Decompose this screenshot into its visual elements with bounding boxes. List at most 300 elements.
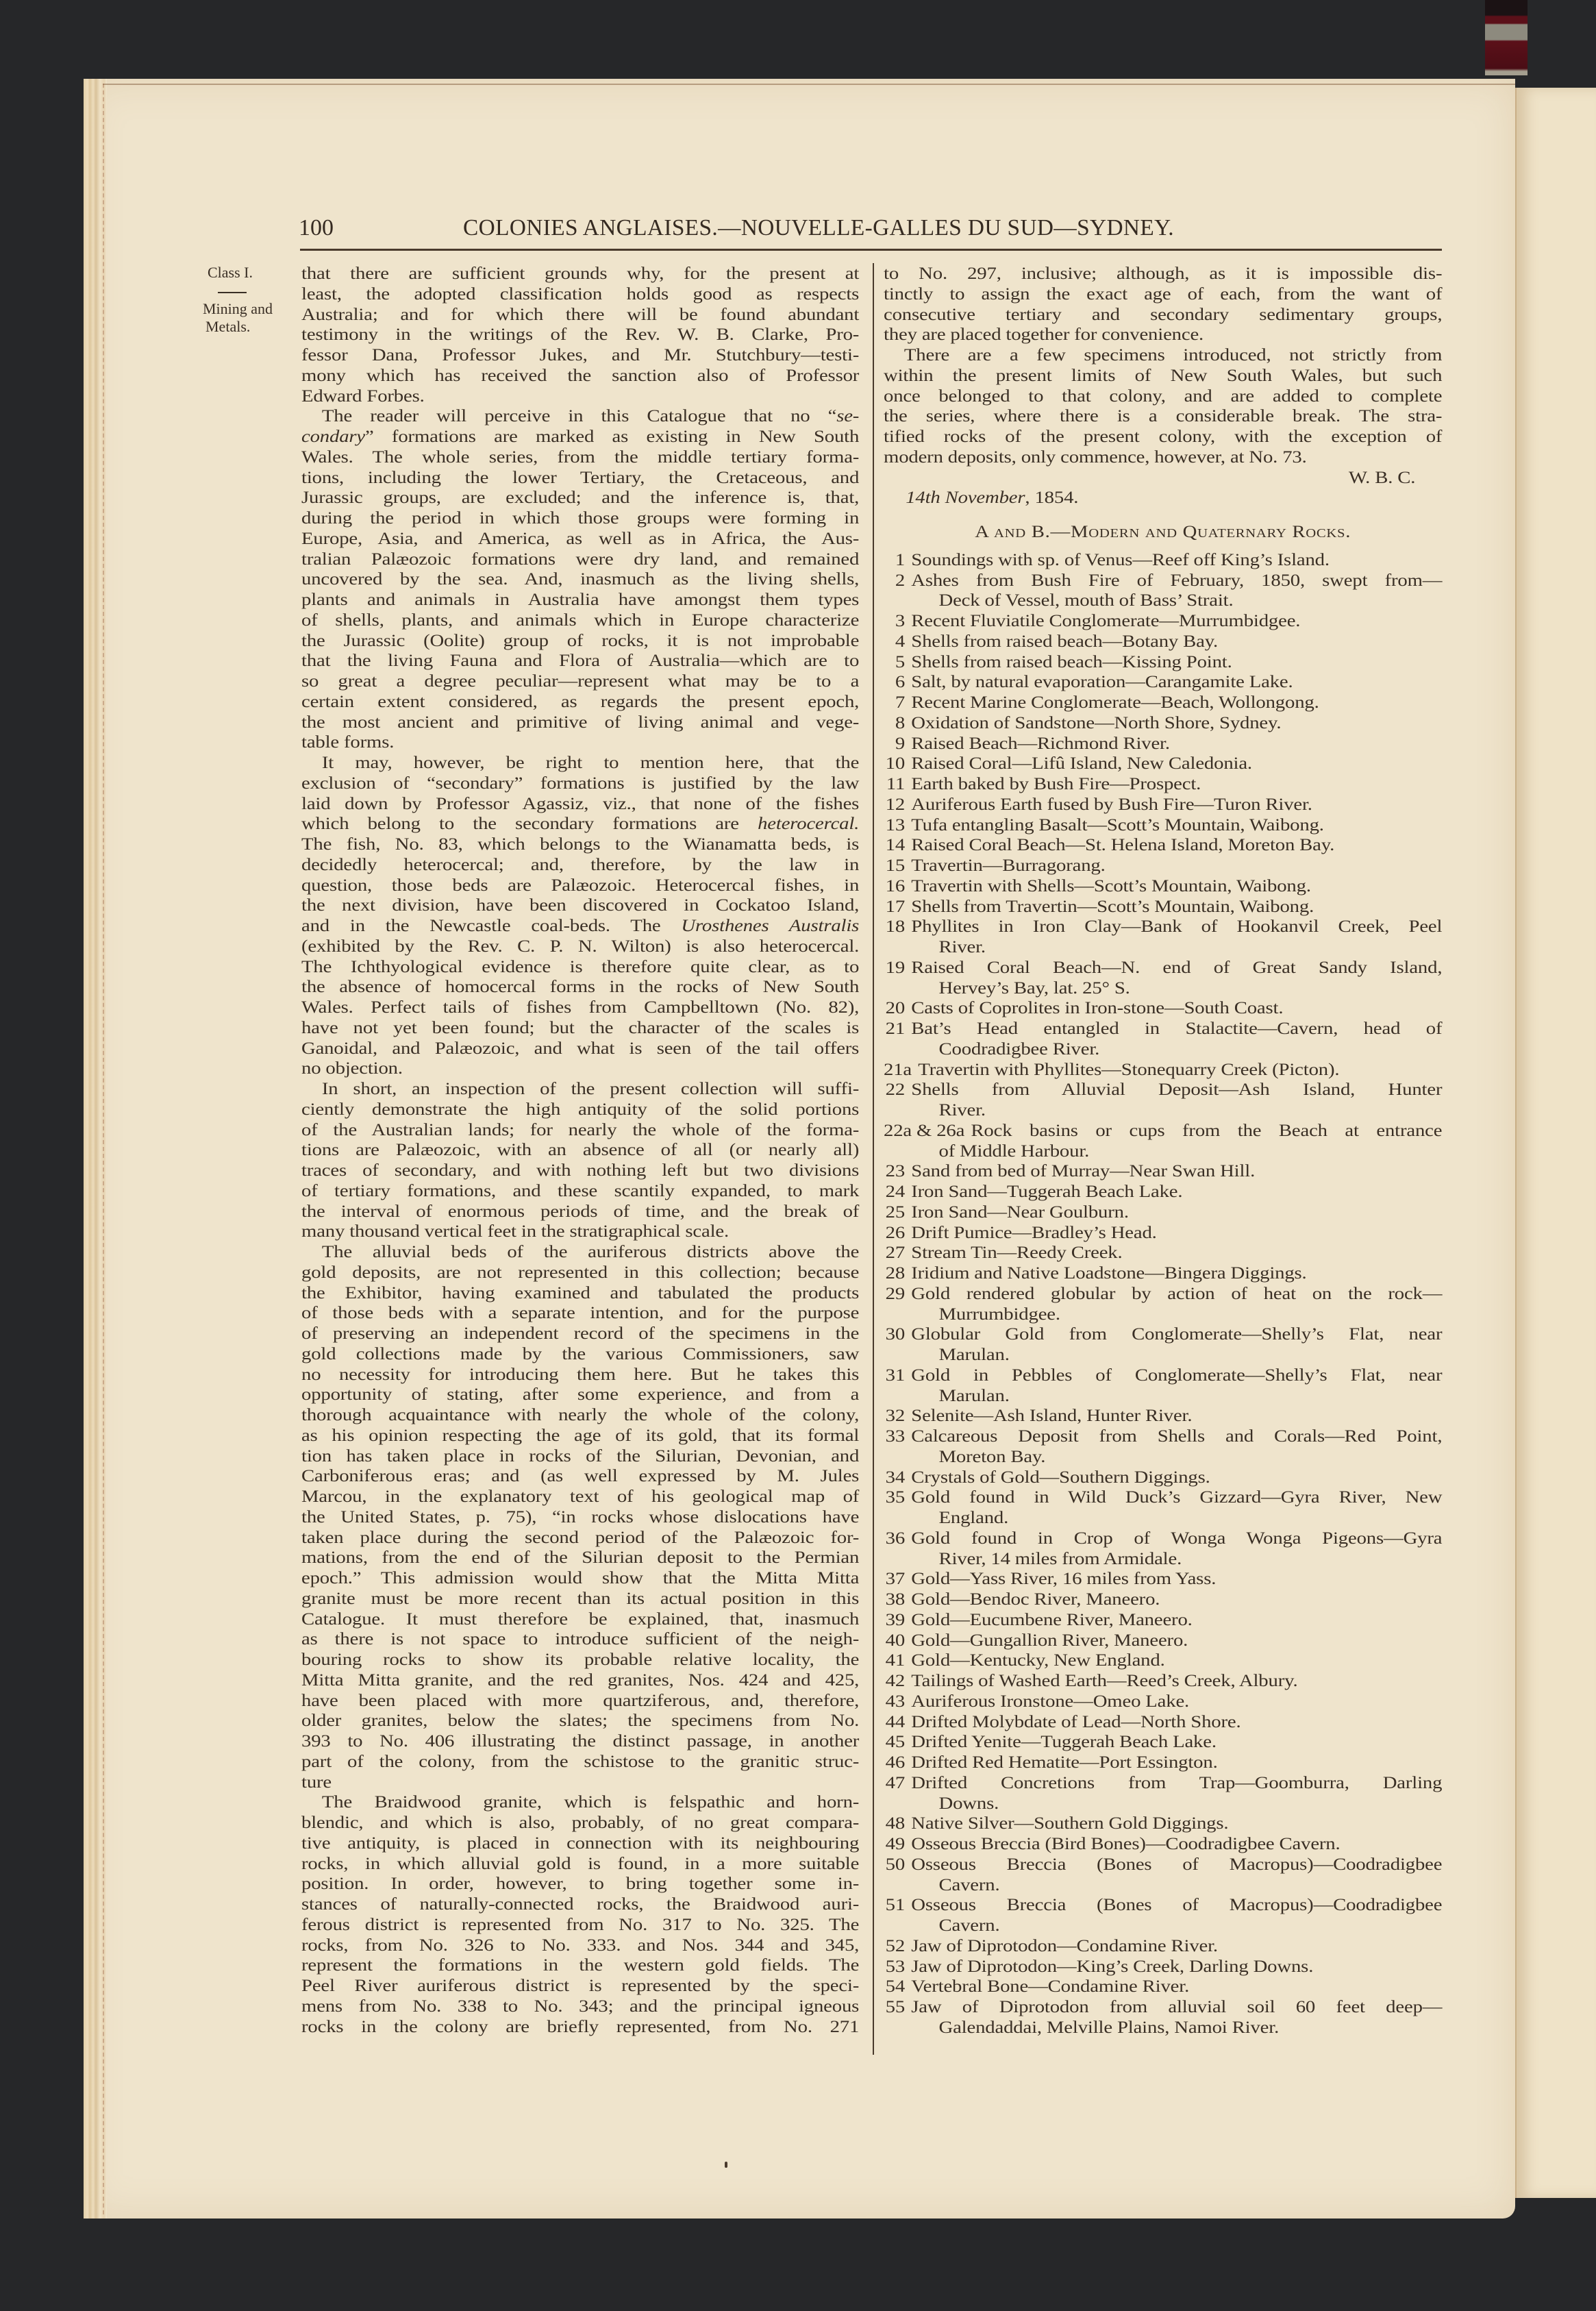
list-item: [884, 998, 1442, 1019]
entry-first-line: [884, 1732, 1442, 1753]
entry-continuation: Coodradigbee River.: [938, 1039, 1100, 1059]
text-line: tralian Palæozoic formations were dry land, and remained: [301, 549, 860, 569]
text-segment: The reader will perceive in this Catalogue that no “: [321, 407, 837, 426]
text-line: that the living Fauna and Flora of Australia—which are to: [301, 652, 860, 671]
entry-number: 38: [885, 1590, 906, 1609]
entry-first-line: [884, 672, 1442, 693]
entry-first-line: [884, 1406, 1442, 1426]
facing-page-edge: [1515, 88, 1596, 2198]
list-item: [884, 1487, 1442, 1529]
entry-number: 32: [885, 1407, 906, 1426]
list-item: [884, 1324, 1442, 1365]
entry-number: 41: [885, 1651, 906, 1670]
entry-text: Shells from Alluvial Deposit—Ash Island, Hunter: [911, 1080, 1443, 1100]
entry-number: 46: [885, 1753, 906, 1772]
list-item: [884, 1997, 1442, 2038]
text-line: of those beds with a separate intention, and for the purpose: [301, 1304, 860, 1323]
list-item: [884, 1406, 1442, 1426]
entry-text: Gold—Gungallion River, Maneero.: [911, 1631, 1188, 1650]
paragraph: [301, 1792, 859, 2037]
entry-first-line: [884, 1223, 1442, 1244]
entry-first-line: [884, 1529, 1442, 1549]
entry-number: 45: [885, 1733, 906, 1752]
entry-text: Raised Coral—Lifû Island, New Caledonia.: [911, 754, 1252, 774]
entry-first-line: [884, 1324, 1442, 1345]
list-item: [884, 672, 1442, 693]
entry-text: Calcareous Deposit from Shells and Corals—Red Point,: [911, 1427, 1443, 1446]
text-line: have not yet been found; but the character of the scales is: [301, 1018, 860, 1037]
text-line: part of the colony, from the schistose to the granitic struc-: [301, 1752, 860, 1771]
entry-first-line: [884, 876, 1442, 897]
entry-first-line: [884, 1202, 1442, 1223]
text-line: older granites, below the slates; the specimens from No.: [301, 1711, 860, 1731]
list-item: [884, 1936, 1442, 1957]
text-line: mens from No. 338 to No. 343; and the principal igneous: [301, 1997, 860, 2016]
text-line: of tertiary formations, and these scantily expanded, to mark: [301, 1181, 860, 1200]
text-line: The fish, No. 83, which belongs to the Wianamatta beds, is: [301, 835, 860, 854]
entry-continuation: Moreton Bay.: [938, 1447, 1046, 1466]
entry-number: 3: [895, 612, 906, 630]
entry-text: Shells from Travertin—Scott’s Mountain, Waibong.: [911, 897, 1314, 916]
entry-text: Shells from raised beach—Kissing Point.: [911, 652, 1232, 671]
text-line: mations, from the end of the Silurian deposit to the Permian: [301, 1548, 860, 1568]
entry-number: 2: [895, 571, 906, 590]
entry-text: Vertebral Bone—Condamine River.: [911, 1977, 1190, 1997]
entry-number: 29: [885, 1284, 906, 1303]
entry-text: Sand from bed of Murray—Near Swan Hill.: [911, 1162, 1256, 1181]
entry-text: Osseous Breccia (Bones of Macropus)—Coodradigbee: [911, 1896, 1443, 1915]
text-line: the Exhibitor, having examined and tabulated the products: [301, 1283, 860, 1302]
text-line: 393 to No. 406 illustrating the distinct passage, in another: [301, 1732, 860, 1751]
italic-text: heterocercal.: [758, 815, 860, 834]
list-item: [884, 1814, 1442, 1834]
entry-number: 28: [885, 1264, 906, 1283]
entry-continuation: England.: [938, 1509, 1009, 1527]
list-item: [884, 611, 1442, 632]
entry-number: 23: [885, 1162, 906, 1181]
text-segment: and in the Newcastle coal-beds. The: [301, 917, 682, 935]
entry-number: 25: [885, 1202, 906, 1222]
text-line: opportunity of stating, after some experience, and from a: [301, 1385, 860, 1405]
entry-text: Gold—Yass River, 16 miles from Yass.: [911, 1570, 1217, 1589]
entry-first-line: [884, 1997, 1442, 2018]
paragraph: [884, 345, 1442, 468]
text-line: fessor Dana, Professor Jukes, and Mr. Stutchbury—testi-: [301, 346, 860, 364]
italic-text: se-: [836, 407, 860, 426]
paragraph: [301, 753, 859, 1079]
list-item: [884, 856, 1442, 876]
entry-text: Travertin with Shells—Scott’s Mountain, Waibong.: [911, 876, 1311, 895]
text-line: so great a degree peculiar—represent what may be to a: [301, 672, 860, 691]
entry-number: 4: [895, 632, 906, 651]
list-item: [884, 1834, 1442, 1855]
list-item: [884, 1223, 1442, 1244]
text-segment: which belong to the secondary formations are: [301, 815, 758, 834]
entry-first-line: [884, 1243, 1442, 1263]
text-line: the interval of enormous periods of time, and the break of: [301, 1202, 860, 1221]
text-line: rocks, in which alluvial gold is found, in a more suitable: [301, 1854, 860, 1873]
entry-text: Ashes from Bush Fire of February, 1850, swept from—: [911, 571, 1443, 590]
entry-number: 43: [885, 1692, 906, 1711]
entry-text: Recent Fluviatile Conglomerate—Murrumbidgee.: [911, 612, 1301, 630]
list-item: [884, 1631, 1442, 1651]
text-line: decidedly heterocercal; and, therefore, by the law in: [301, 855, 860, 874]
entry-number: 33: [885, 1427, 906, 1446]
list-item: [884, 876, 1442, 897]
entry-continuation: River.: [938, 1101, 986, 1120]
list-item: [884, 1753, 1442, 1773]
list-item: [884, 1671, 1442, 1692]
list-item: [884, 1284, 1442, 1325]
list-item: [884, 1590, 1442, 1610]
entry-text: Iron Sand—Near Goulburn.: [911, 1202, 1129, 1222]
text-line: gold deposits, are not represented in this collection; because: [301, 1263, 860, 1282]
italic-text: condary: [301, 428, 366, 446]
entry-number: 21: [885, 1019, 906, 1038]
text-line: rocks in the colony are briefly represented, from No. 271: [301, 2017, 860, 2036]
text-line: [301, 814, 859, 835]
text-line: granite must be more recent than its actual position in this: [301, 1589, 860, 1608]
entry-first-line: [884, 713, 1442, 734]
entry-text: Globular Gold from Conglomerate—Shelly’s Flat, near: [911, 1325, 1443, 1344]
entry-continuation: River, 14 miles from Armidale.: [938, 1549, 1182, 1568]
text-line: uncovered by the sea. And, inasmuch as the living shells,: [301, 570, 860, 589]
date-year: , 1854.: [1025, 489, 1079, 508]
text-line: The Ichthyological evidence is therefore quite clear, as to: [301, 957, 860, 976]
list-item: [884, 571, 1442, 612]
text-line: no objection.: [301, 1059, 403, 1078]
entry-number: 5: [895, 652, 906, 671]
entry-text: Soundings with sp. of Venus—Reef off King’s Island.: [911, 550, 1330, 569]
entry-first-line: [884, 774, 1442, 795]
entry-text: Gold found in Crop of Wonga Wonga Pigeons—Gyra: [911, 1529, 1443, 1548]
entry-first-line: [884, 1936, 1442, 1957]
entry-first-line: [884, 1590, 1442, 1610]
entry-text: Oxidation of Sandstone—North Shore, Sydney.: [911, 713, 1282, 732]
date-italic: 14th November: [906, 489, 1025, 508]
entry-text: Jaw of Diprotodon—King’s Creek, Darling Downs.: [911, 1957, 1314, 1976]
entry-number: 21a: [884, 1060, 912, 1079]
list-item: [884, 917, 1442, 958]
entry-text: Osseous Breccia (Bird Bones)—Coodradigbee Cavern.: [911, 1835, 1341, 1853]
list-item: [884, 1773, 1442, 1814]
entry-continuation: Murrumbidgee.: [938, 1305, 1060, 1324]
entry-text: Auriferous Earth fused by Bush Fire—Turon River.: [911, 795, 1312, 814]
list-item: [884, 1977, 1442, 1997]
entry-first-line: [884, 1712, 1442, 1733]
header-rule: [300, 249, 1442, 251]
entry-text: Tailings of Washed Earth—Reed’s Creek, Albury.: [911, 1672, 1298, 1690]
text-line: many thousand vertical feet in the stratigraphical scale.: [301, 1222, 730, 1241]
list-item: [884, 1855, 1442, 1896]
entry-first-line: [884, 1060, 1442, 1080]
margin-class-label: Class I.: [208, 264, 253, 281]
list-item: [884, 550, 1442, 571]
text-line: the most ancient and primitive of living animal and vege-: [301, 713, 860, 732]
text-line: bouring rocks to show its probable relative locality, the: [301, 1651, 860, 1669]
entry-first-line: [884, 1182, 1442, 1202]
entry-first-line: [884, 1957, 1442, 1977]
text-line: tified rocks of the present colony, with the exception of: [884, 428, 1443, 446]
entry-first-line: [884, 1263, 1442, 1284]
entry-first-line: [884, 734, 1442, 754]
signature: W. B. C.: [1348, 468, 1416, 487]
text-line: tions are Palæozoic, with an absence of all (or nearly all): [301, 1141, 860, 1160]
entry-text: Selenite—Ash Island, Hunter River.: [911, 1407, 1193, 1426]
entry-number: 47: [885, 1773, 906, 1792]
text-line: Carboniferous eras; and (as well expressed by M. Jules: [301, 1467, 860, 1486]
entry-first-line: [884, 550, 1442, 571]
specimen-list: [884, 550, 1442, 2038]
text-line: Edward Forbes.: [301, 386, 425, 406]
text-line: thorough acquaintance with nearly the whole of the colony,: [301, 1406, 860, 1424]
entry-continuation: Cavern.: [938, 1916, 1000, 1935]
entry-first-line: [884, 1631, 1442, 1651]
list-item: [884, 1895, 1442, 1936]
text-line: gold collections made by the various Commissioners, saw: [301, 1344, 860, 1363]
entry-number: 15: [885, 856, 906, 875]
entry-first-line: [884, 917, 1442, 937]
text-line: The Braidwood granite, which is felspathic and horn-: [321, 1793, 860, 1812]
entry-text: Tufa entangling Basalt—Scott’s Mountain, Waibong.: [911, 815, 1324, 835]
right-column: [884, 264, 1442, 2038]
text-line: stances of naturally-connected rocks, the Braidwood auri-: [301, 1895, 860, 1914]
list-item: [884, 795, 1442, 815]
entry-number: 13: [885, 815, 906, 835]
entry-number: 27: [885, 1244, 906, 1263]
margin-section-label-1: Mining and: [203, 300, 273, 317]
entry-continuation: Galendaddai, Melville Plains, Namoi River.: [938, 2018, 1280, 2037]
text-line: tions, including the lower Tertiary, the Cretaceous, and: [301, 468, 860, 487]
entry-first-line: [884, 815, 1442, 836]
page-side-edge: [103, 84, 105, 2214]
entry-text: Crystals of Gold—Southern Diggings.: [911, 1468, 1210, 1487]
entry-text: Recent Marine Conglomerate—Beach, Wollongong.: [911, 693, 1319, 712]
text-line: Jurassic groups, are excluded; and the inference is, that,: [301, 489, 860, 508]
entry-first-line: [884, 998, 1442, 1019]
list-item: [884, 734, 1442, 754]
list-item: [884, 1651, 1442, 1671]
entry-first-line: [884, 1569, 1442, 1590]
list-item: [884, 958, 1442, 999]
entry-number: 53: [885, 1957, 906, 1976]
paragraph: [301, 264, 859, 406]
entry-number: 30: [885, 1325, 906, 1344]
entry-first-line: [884, 1753, 1442, 1773]
entry-first-line: [884, 754, 1442, 774]
entry-text: Shells from raised beach—Botany Bay.: [911, 632, 1219, 651]
entry-first-line: [884, 856, 1442, 876]
entry-first-line: [884, 1977, 1442, 1997]
entry-number: 24: [885, 1183, 906, 1201]
entry-continuation: of Middle Harbour.: [938, 1141, 1090, 1161]
text-line: position. In order, however, to bring together some in-: [301, 1875, 860, 1894]
list-item: [884, 1712, 1442, 1733]
section-heading: A and B.—Modern and Quaternary Rocks.: [975, 523, 1351, 541]
entry-number: 10: [885, 754, 906, 774]
entry-continuation: Cavern.: [938, 1875, 1000, 1894]
entry-text: Earth baked by Bush Fire—Prospect.: [911, 775, 1201, 793]
text-line: Europe, Asia, and America, as well as in Africa, the Aus-: [301, 529, 860, 548]
text-line: least, the adopted classification holds good as respects: [301, 284, 860, 304]
entry-number: 51: [885, 1896, 906, 1915]
text-line: (exhibited by the Rev. C. P. N. Wilton) is also heterocercal.: [301, 937, 860, 956]
list-item: [884, 1080, 1442, 1121]
entry-text: Drifted Molybdate of Lead—North Shore.: [911, 1712, 1241, 1731]
list-item: [884, 1365, 1442, 1407]
entry-first-line: [884, 1365, 1442, 1386]
text-line: no necessity for introducing them here. But he takes this: [301, 1365, 860, 1384]
entry-continuation: Deck of Vessel, mouth of Bass’ Strait.: [938, 591, 1234, 610]
page-number: 100: [299, 215, 334, 240]
list-item: [884, 1692, 1442, 1712]
entry-number: 19: [885, 958, 906, 977]
entry-first-line: [884, 1426, 1442, 1447]
entry-number: 34: [885, 1468, 906, 1487]
text-line: The alluvial beds of the auriferous districts above the: [321, 1243, 860, 1261]
entry-number: 31: [885, 1365, 906, 1385]
entry-first-line: [884, 1834, 1442, 1855]
entry-number: 35: [885, 1488, 906, 1507]
right-intro-text: [884, 264, 1442, 468]
entry-number: 54: [885, 1977, 906, 1997]
list-item: [884, 1060, 1442, 1080]
list-item: [884, 897, 1442, 917]
entry-number: 1: [895, 550, 906, 569]
entry-first-line: [884, 1080, 1442, 1100]
entry-text: Bat’s Head entangled in Stalactite—Cavern, head of: [911, 1019, 1443, 1038]
list-item: [884, 815, 1442, 836]
text-line: plants and animals in Australia have amongst them types: [301, 591, 860, 609]
entry-number: 20: [885, 999, 906, 1018]
left-column: [301, 264, 859, 2037]
entry-text: Auriferous Ironstone—Omeo Lake.: [911, 1692, 1190, 1711]
paragraph: [301, 1079, 859, 1242]
list-item: [884, 835, 1442, 856]
bookmark-ribbon: [1485, 0, 1528, 75]
entry-first-line: [884, 1121, 1442, 1141]
list-item: [884, 1569, 1442, 1590]
entry-first-line: [884, 1610, 1442, 1631]
text-line: [301, 406, 859, 427]
entry-first-line: [884, 1487, 1442, 1508]
text-line: Marcou, in the explanatory text of his geological map of: [301, 1487, 860, 1506]
entry-continuation: Marulan.: [938, 1386, 1010, 1405]
margin-dash: [218, 292, 247, 293]
list-item: [884, 774, 1442, 795]
entry-text: Gold—Bendoc River, Maneero.: [911, 1590, 1160, 1609]
list-item: [884, 754, 1442, 774]
entry-continuation: Marulan.: [938, 1346, 1010, 1364]
entry-number: 16: [885, 876, 906, 895]
text-line: table forms.: [301, 733, 395, 752]
entry-text: Gold—Kentucky, New England.: [911, 1651, 1165, 1670]
list-item: [884, 652, 1442, 673]
text-line: rocks, from No. 326 to No. 333. and Nos. 344 and 345,: [301, 1936, 860, 1955]
text-line: the next division, have been discovered in Cockatoo Island,: [301, 896, 860, 915]
entry-first-line: [884, 795, 1442, 815]
text-line: Peel River auriferous district is represented by the speci-: [301, 1977, 860, 1995]
running-title: COLONIES ANGLAISES.—NOUVELLE-GALLES DU SUD—SYDNEY.: [463, 215, 1175, 240]
text-line: ture: [301, 1772, 332, 1792]
text-line: [301, 916, 859, 937]
entry-number: 26: [885, 1223, 906, 1242]
list-item: [884, 713, 1442, 734]
text-line: consecutive tertiary and secondary sedimentary groups,: [884, 305, 1443, 324]
text-line: once belonged to that colony, and are added to complete: [884, 386, 1443, 406]
entry-first-line: [884, 1468, 1442, 1488]
entry-number: 36: [885, 1529, 906, 1548]
entry-number: 8: [895, 713, 906, 732]
entry-text: Raised Beach—Richmond River.: [911, 734, 1170, 753]
entry-number: 52: [885, 1936, 906, 1955]
list-item: [884, 1610, 1442, 1631]
text-line: ferous district is represented from No. 317 to No. 325. The: [301, 1915, 860, 1934]
italic-text: Urosthenes Australis: [681, 917, 860, 935]
entry-text: Gold—Eucumbene River, Maneero.: [911, 1610, 1193, 1629]
text-line: taken place during the second period of the Palæozoic for-: [301, 1528, 860, 1547]
entry-first-line: [884, 652, 1442, 673]
text-line: the Jurassic (Oolite) group of rocks, it is not improbable: [301, 631, 860, 650]
entry-number: 9: [895, 734, 906, 753]
entry-text: Osseous Breccia (Bones of Macropus)—Coodradigbee: [911, 1855, 1443, 1874]
text-line: tinctly to assign the exact age of each, from the want of: [884, 284, 1443, 304]
entry-number: 48: [885, 1814, 906, 1833]
entry-number: 55: [885, 1998, 906, 2016]
text-line: modern deposits, only commence, however, at No. 73.: [884, 447, 1307, 467]
text-line: tive antiquity, is placed in connection with its neighbouring: [301, 1833, 860, 1853]
list-item: [884, 1019, 1442, 1060]
entry-text: Drifted Yenite—Tuggerah Beach Lake.: [911, 1733, 1217, 1752]
text-line: of shells, plants, and animals which in Europe characterize: [301, 610, 860, 630]
entry-number: 6: [895, 673, 906, 692]
entry-number: 42: [885, 1672, 906, 1690]
text-line: mony which has received the sanction also of Professor: [301, 366, 860, 385]
text-line: epoch.” This admission would show that the Mitta Mitta: [301, 1569, 860, 1587]
entry-continuation: Downs.: [938, 1794, 999, 1813]
entry-text: Travertin—Burragorang.: [911, 856, 1106, 875]
entry-number: 49: [885, 1835, 906, 1853]
entry-number: 17: [885, 897, 906, 916]
entry-continuation: River.: [938, 938, 986, 956]
date-line: [884, 488, 1442, 508]
text-line: of the Australian lands; for nearly the whole of the forma-: [301, 1120, 860, 1139]
page-top-edge: [103, 84, 1515, 85]
list-item: [884, 1161, 1442, 1182]
list-item: [884, 1243, 1442, 1263]
text-line: blendic, and which is also, probably, of no great compara-: [301, 1814, 860, 1832]
text-segment: ” formations are marked as existing in New South: [365, 428, 860, 446]
entry-text: Jaw of Diprotodon from alluvial soil 60 feet deep—: [911, 1998, 1443, 2016]
text-line: Wales. Perfect tails of fishes from Campbelltown (No. 82),: [301, 998, 860, 1017]
entry-text: Raised Coral Beach—St. Helena Island, Moreton Bay.: [911, 836, 1335, 855]
text-line: as there is not space to introduce sufficient of the neigh-: [301, 1630, 860, 1649]
text-line: In short, an inspection of the present collection will suffi-: [321, 1080, 860, 1098]
entry-first-line: [884, 571, 1442, 591]
text-line: during the period in which those groups were forming in: [301, 509, 860, 528]
text-line: testimony in the writings of the Rev. W. B. Clarke, Pro-: [301, 325, 860, 345]
entry-text: Native Silver—Southern Gold Diggings.: [911, 1814, 1229, 1833]
entry-number: 18: [885, 917, 906, 937]
text-line: the absence of homocercal forms in the rocks of New South: [301, 978, 860, 997]
entry-text: Raised Coral Beach—N. end of Great Sandy Island,: [911, 958, 1443, 977]
list-item: [884, 1182, 1442, 1202]
text-line: the United States, p. 75), “in rocks whose dislocations have: [301, 1507, 860, 1527]
entry-first-line: [884, 693, 1442, 713]
paragraph: [301, 1242, 859, 1792]
entry-first-line: [884, 897, 1442, 917]
entry-number: 37: [885, 1570, 906, 1589]
